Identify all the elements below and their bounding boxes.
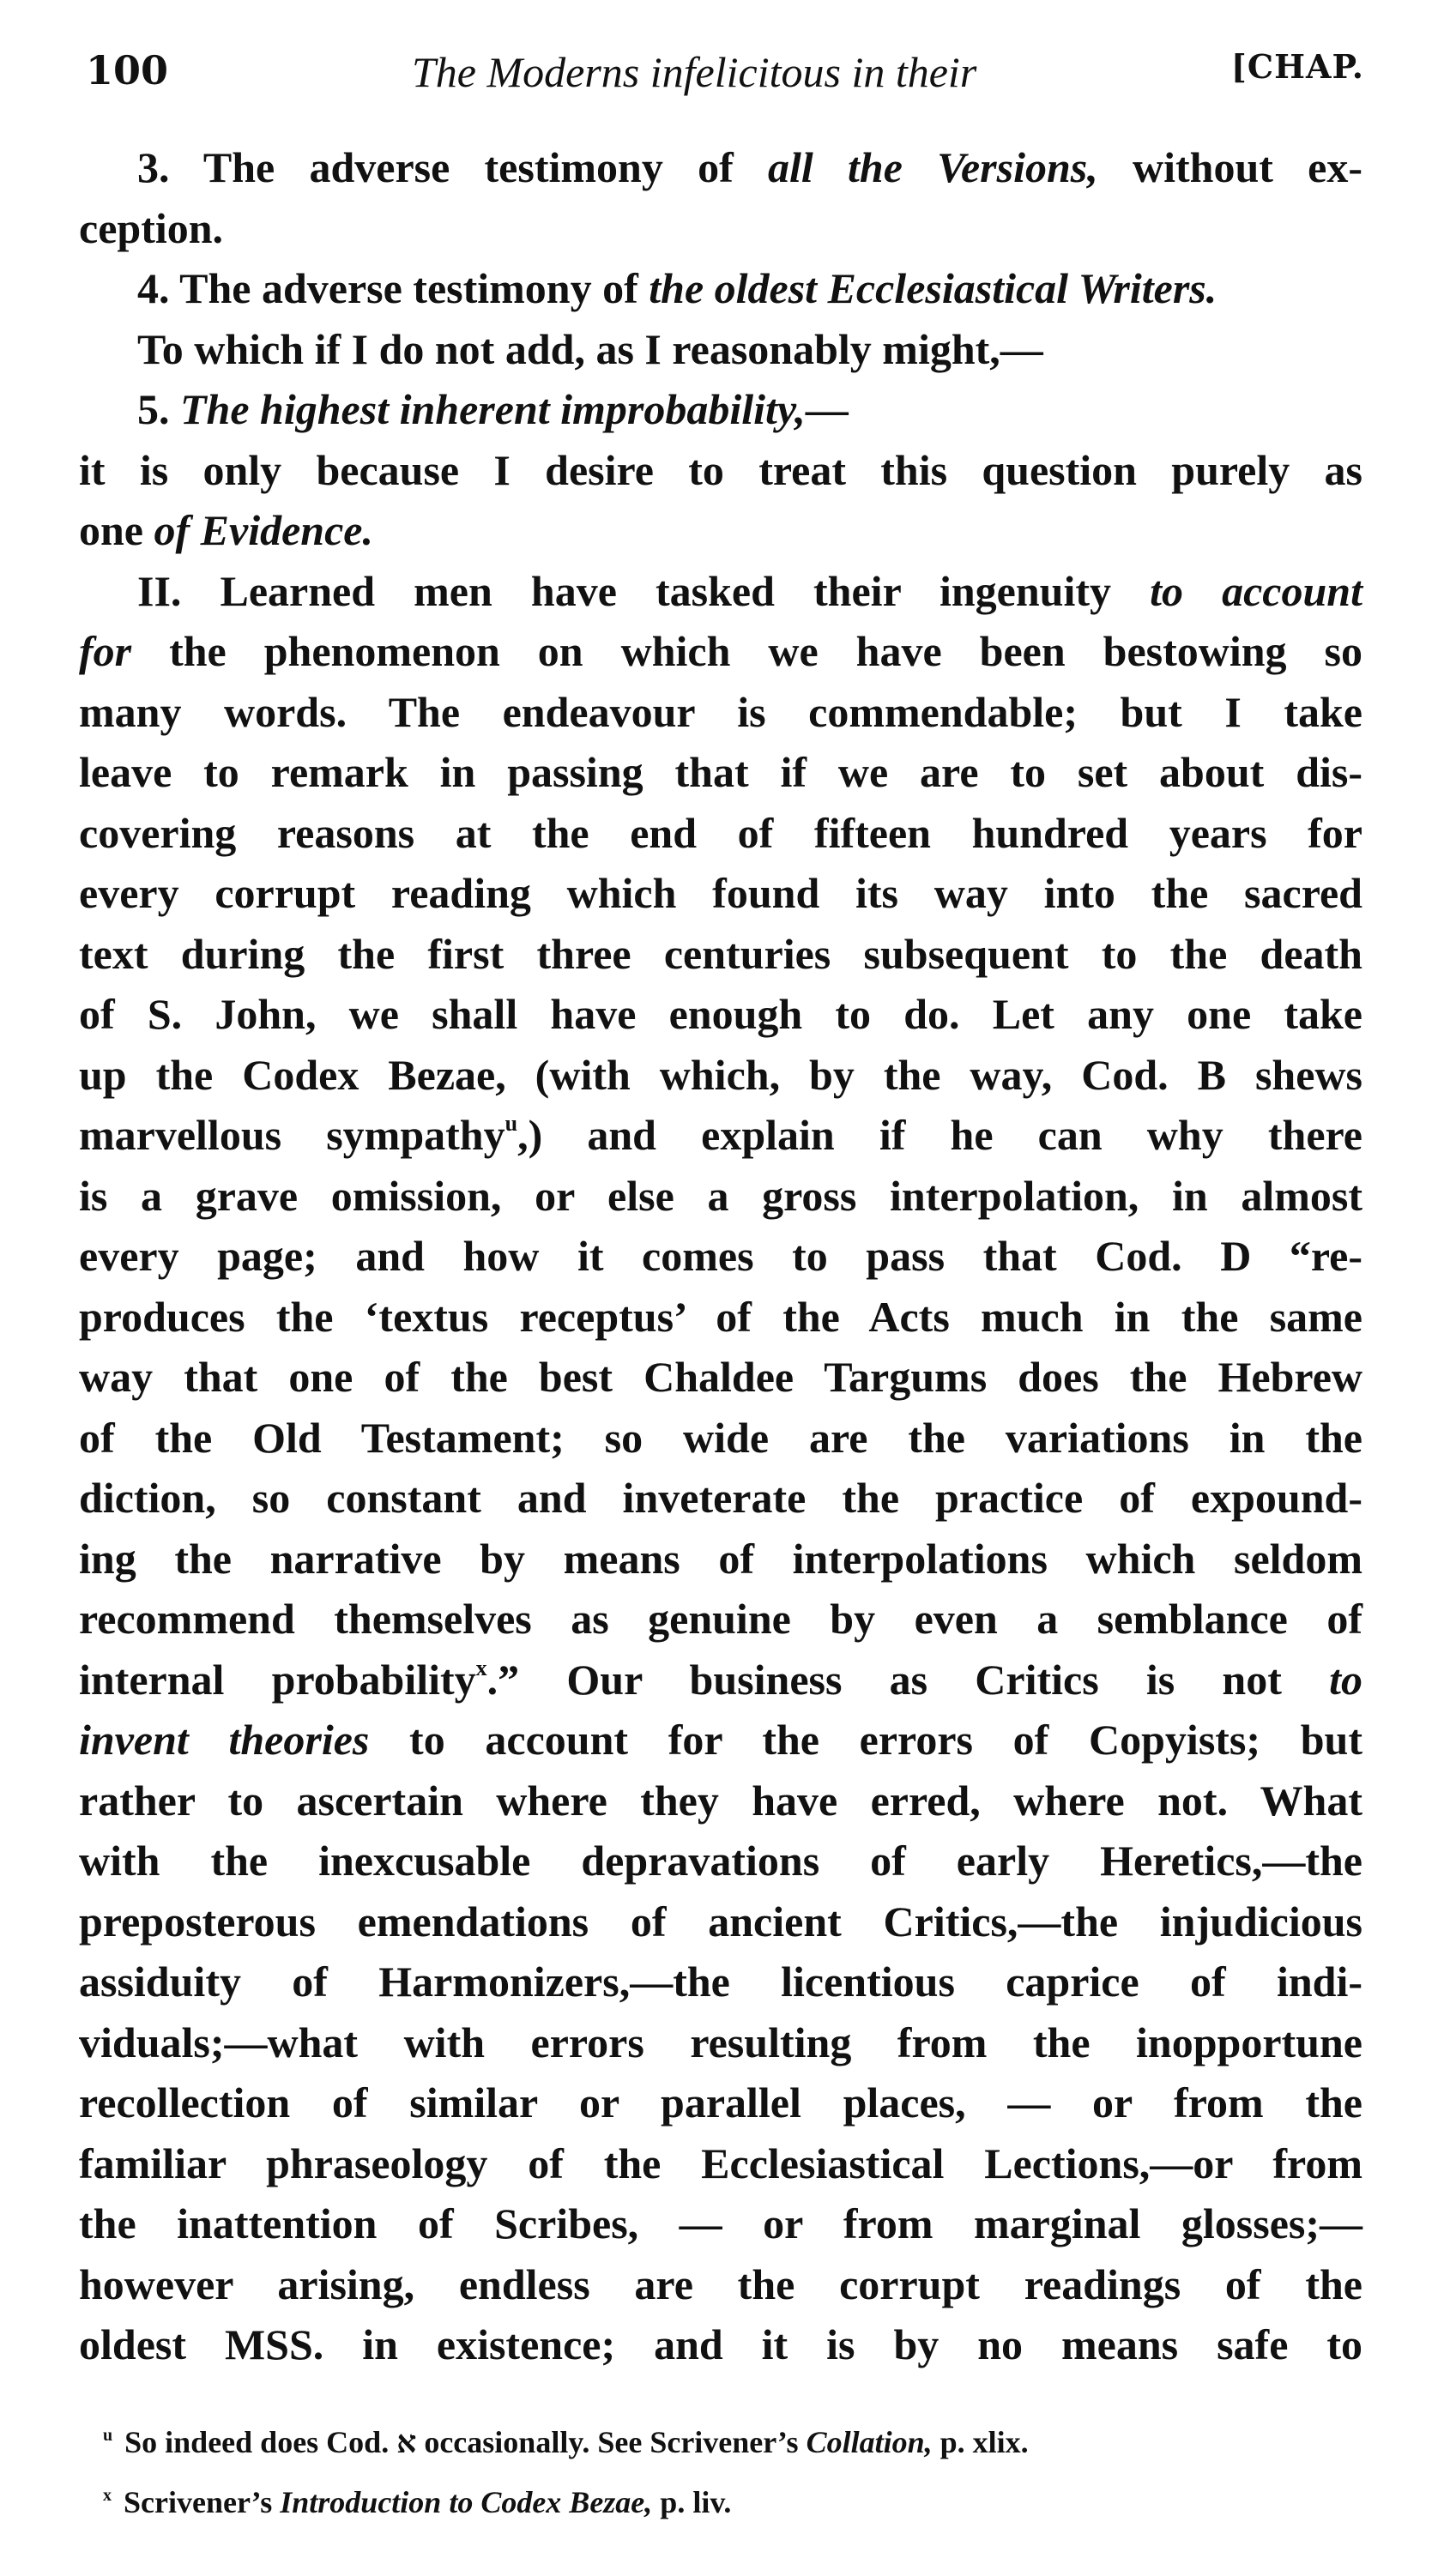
text-line: familiar phraseology of the Ecclesiastical Lections,—or from xyxy=(79,2139,1362,2187)
text-line: up the Codex Bezae, (with which, by the way, Cod. B shews xyxy=(79,1050,1362,1099)
text-line: of the Old Testament; so wide are the variations in the xyxy=(79,1413,1362,1462)
text-line: recommend themselves as genuine by even a semblance of xyxy=(79,1595,1362,1643)
text-line: 4. The adverse testimony of the oldest Ecclesiastical Writers. xyxy=(137,264,1217,312)
footnotes xyxy=(103,2409,1304,2529)
text-line: viduals;—what with errors resulting from the inopportune xyxy=(79,2018,1362,2066)
footnote-u: $^u$ So indeed does Cod. א occasionally. See Scrivener’s Collation, p. xlix. xyxy=(103,2425,1029,2459)
text-line: preposterous emendations of ancient Critics,—the injudicious xyxy=(79,1897,1362,1946)
body-text xyxy=(79,137,1362,2375)
text-line: ception. xyxy=(79,203,224,252)
text-line: the inattention of Scribes, — or from marginal glosses;— xyxy=(79,2199,1362,2247)
text-line: invent theories to account for the errors of Copyists; but xyxy=(79,1716,1362,1764)
text-line: ing the narrative by means of interpolations which seldom xyxy=(79,1534,1362,1583)
footnote-ref-u[interactable]: u xyxy=(504,1111,518,1136)
text-line: covering reasons at the end of fifteen hundred years for xyxy=(79,808,1362,857)
text-line: produces the ‘textus receptus’ of the Acts much in the same xyxy=(79,1292,1362,1341)
text-line: internal probability$^x$.” Our business as Critics is not to xyxy=(79,1655,1362,1704)
footnote-mark: u xyxy=(103,2426,113,2445)
text-line: diction, so constant and inveterate the practice of expound- xyxy=(79,1474,1362,1522)
text-line: oldest MSS. in existence; and it is by no means safe to xyxy=(79,2320,1362,2368)
text-line: every corrupt reading which found its way into the sacred xyxy=(79,869,1362,917)
chapter-marker: [CHAP. xyxy=(1230,47,1364,86)
text-line: however arising, endless are the corrupt readings of the xyxy=(79,2259,1362,2308)
running-head xyxy=(86,47,1364,107)
text-line: recollection of similar or parallel places, — or from the xyxy=(79,2078,1362,2127)
text-line: text during the first three centuries subsequent to the death xyxy=(79,929,1362,978)
footnote-mark: x xyxy=(103,2486,112,2505)
text-line: every page; and how it comes to pass that Cod. D “re- xyxy=(79,1232,1362,1280)
text-line: rather to ascertain where they have erred, where not. What xyxy=(79,1776,1362,1825)
text-line: with the inexcusable depravations of early Heretics,—the xyxy=(79,1837,1362,1885)
text-line: II. Learned men have tasked their ingenuity to account xyxy=(137,566,1362,615)
text-line: it is only because I desire to treat this question purely as xyxy=(79,445,1362,494)
text-line: way that one of the best Chaldee Targums does the Hebrew xyxy=(79,1353,1362,1401)
text-line: one of Evidence. xyxy=(79,506,373,554)
text-line: 5. The highest inherent improbability,— xyxy=(137,385,849,433)
text-line: 3. The adverse testimony of all the Versions, without ex- xyxy=(137,143,1362,191)
text-line: marvellous sympathy$^u$,) and explain if he can why there xyxy=(79,1111,1362,1159)
text-line: many words. The endeavour is commendable; but I take xyxy=(79,687,1362,736)
text-line: of S. John, we shall have enough to do. Let any one take xyxy=(79,990,1362,1038)
text-line: leave to remark in passing that if we are to set about dis- xyxy=(79,748,1362,796)
footnote-ref-x[interactable]: x xyxy=(475,1655,487,1680)
footnote-x: $^x$ Scrivener’s Introduction to Codex Bezae, p. liv. xyxy=(103,2485,732,2519)
text-line: is a grave omission, or else a gross interpolation, in almost xyxy=(79,1171,1362,1220)
text-line: for the phenomenon on which we have been bestowing so xyxy=(79,627,1362,675)
text-line: assiduity of Harmonizers,—the licentious caprice of indi- xyxy=(79,1958,1362,2006)
text-line: To which if I do not add, as I reasonably might,— xyxy=(137,324,1043,373)
running-title: The Moderns infelicitous in their xyxy=(412,48,977,96)
page-number: 100 xyxy=(86,47,169,94)
